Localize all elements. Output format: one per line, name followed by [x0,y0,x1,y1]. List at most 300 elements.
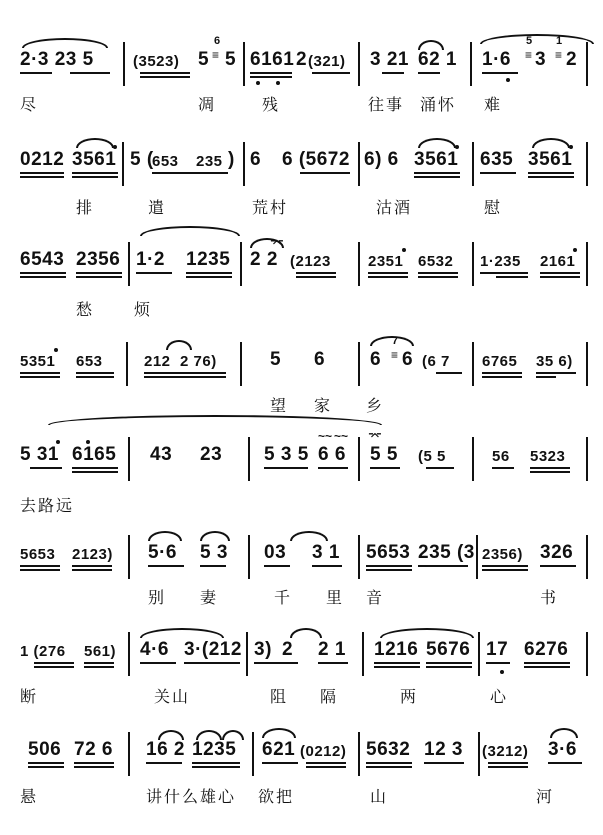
bar-line [128,732,130,776]
underline [436,372,462,374]
underline [72,565,112,567]
fermata-mark: ⌤ [368,429,382,443]
grace-note: 7 [392,335,399,347]
bar-line [358,437,360,481]
underline [424,762,464,764]
lyric: 往事 [368,95,405,114]
underline [418,272,458,274]
bar-line [586,632,588,676]
octave-dot-high [573,248,577,252]
underline [72,471,118,473]
tie-arc [200,531,230,541]
note-group: 5 3 5 [264,444,309,465]
bar-line [478,732,480,776]
bar-line [246,632,248,676]
note-group: 5 ( [130,149,154,170]
underline [548,762,582,764]
underline [20,272,66,274]
note-group: 2161 [540,253,576,270]
note-group: 72 6 [74,739,113,760]
underline [20,569,60,571]
tie-arc [148,531,182,541]
underline [192,762,240,764]
bar-line [240,242,242,286]
note-group: 1·235 [480,253,521,270]
underline [20,72,52,74]
underline [140,662,176,664]
bar-line [472,242,474,286]
note-group: 6161 [250,49,295,70]
lyric: 悬 [20,787,39,806]
underline [368,276,408,278]
lyric: 讲什么雄心 [146,787,237,806]
bar-line [472,437,474,481]
note: 6 [314,349,326,370]
underline [20,376,60,378]
underline [426,467,454,469]
lyric: 山 [370,787,389,806]
fermata-mark: ⌤ [270,236,284,250]
note: 3 [535,49,547,70]
note: 5 [225,49,237,70]
note-group: 35 6) [536,353,573,370]
underline [74,762,114,764]
lyric: 烦 [134,300,153,319]
underline [318,662,348,664]
underline [72,569,112,571]
note-group: 2351 [368,253,404,270]
tie-arc [418,40,444,50]
underline [524,662,570,664]
note-group: 5·6 [148,542,177,563]
glide-mark: ≡ [555,48,563,62]
note-group: (321) [308,53,346,70]
underline [186,276,232,278]
note-group: 621 [262,739,296,760]
underline [374,662,420,664]
underline [20,565,60,567]
lyric: 里 [326,588,345,607]
underline [480,172,516,174]
note-group [20,50,94,70]
lyric: 别 [148,588,167,607]
bar-line [358,242,360,286]
tie-arc [480,34,594,44]
octave-dot-high [402,248,406,252]
underline [28,762,64,764]
bar-line [252,732,254,776]
underline [524,666,570,668]
bar-line [358,732,360,776]
note-group: 1235 [186,249,231,270]
note-group: (0212) [300,743,347,760]
bar-line [476,535,478,579]
note-group: 12 3 [424,739,463,760]
note-group: 6532 [418,253,454,270]
underline [30,467,62,469]
underline [482,376,522,378]
lyric: 遣 [148,198,167,217]
lyric: 音 [366,588,385,607]
note-group: 6 (5672 [282,149,350,170]
underline [28,766,64,768]
note-group: 1216 [374,639,419,660]
note-group: 6165 [72,444,117,465]
bar-line [472,342,474,386]
underline [136,272,172,274]
tie-arc [76,138,114,148]
note-group: 5 3 [200,542,228,563]
bar-line [470,42,472,86]
note: 6 [250,149,262,170]
note-group: 635 [480,149,514,170]
tie-arc [290,628,322,638]
note: ) [228,149,235,170]
lyric: 残 [262,95,281,114]
underline [414,172,460,174]
lyric: 家 [314,396,333,415]
underline [540,272,580,274]
lyric: 心 [490,687,509,706]
note: 2 [566,49,578,70]
bar-line [243,42,245,86]
note-group: (5 5 [418,448,446,465]
note-group: 653 [76,353,103,370]
underline [250,72,292,74]
underline [34,666,74,668]
tie-arc [262,728,296,738]
glide-mark: ≡ [391,348,399,362]
underline [492,467,514,469]
underline [312,72,350,74]
bar-line [586,535,588,579]
lyric: 望 [270,396,289,415]
lyric: 两 [400,687,419,706]
note-group: 2 76) [180,353,217,370]
underline [482,372,522,374]
tie-arc [532,138,570,148]
note-group: 561) [84,643,117,660]
note-group: 5632 [366,739,411,760]
underline [318,467,348,469]
underline [84,662,114,664]
note-group: 2 2 [250,249,278,270]
bar-line [248,535,250,579]
lyric: 妻 [200,588,219,607]
bar-line [472,142,474,186]
octave-dot-low [500,670,504,674]
note-group: 1235 [192,739,237,760]
underline [296,276,336,278]
underline [148,565,184,567]
lyric: 排 [76,198,95,217]
underline [540,276,580,278]
underline [312,565,342,567]
lyric: 荒村 [252,198,289,217]
underline [488,762,528,764]
note-group: 5653 [366,542,411,563]
underline [480,272,528,274]
tie-arc [290,531,328,541]
lyric: 难 [484,95,503,114]
underline [366,565,412,567]
note-group: 56 [492,448,510,465]
bar-line [586,142,588,186]
lyric: 凋 [198,95,217,114]
tie-arc [140,628,224,638]
note-group: 3·6 [548,739,577,760]
bar-line [358,42,360,86]
note-group: (2123 [290,253,331,270]
lyric: 去路远 [20,496,75,515]
bar-line [128,632,130,676]
lyric: 慰 [484,198,503,217]
underline [530,467,570,469]
underline [482,565,528,567]
underline [74,766,114,768]
note-group: 3561 [414,149,459,170]
underline [418,72,440,74]
underline [414,176,460,178]
underline [250,76,292,78]
note-group: 212 [144,353,171,370]
glide-mark: ≡ [525,48,533,62]
note-group: 3 21 [370,49,409,70]
underline [146,762,182,764]
tie-arc [550,728,578,738]
note-group: 2356) [482,546,523,563]
note: 2 [296,49,308,70]
note-group: (3523) [133,53,180,70]
underline [70,72,110,74]
underline [152,172,228,174]
underline [76,276,122,278]
note: 6 [370,349,382,370]
note-group: 235 [196,153,223,170]
underline [528,176,574,178]
underline [72,176,118,178]
underline [72,172,118,174]
lyric: 书 [540,588,559,607]
bar-line [248,437,250,481]
underline [144,372,226,374]
underline [366,569,412,571]
underline [34,662,74,664]
lyric: 关山 [154,687,191,706]
underline [20,176,64,178]
note-group: 6765 [482,353,518,370]
note-group: 17 [486,639,509,660]
underline [496,276,528,278]
note-group: 1·2 [136,249,165,270]
note-group: 3) [254,639,272,660]
lyric: 涌怀 [420,95,457,114]
underline [530,471,570,473]
note-group: 506 [28,739,62,760]
underline [306,766,346,768]
note-group: 5676 [426,639,471,660]
underline [426,662,472,664]
octave-dot-low [506,78,510,82]
note-group: 16 2 [146,739,185,760]
bar-line [586,42,588,86]
underline [306,762,346,764]
underline [20,276,66,278]
underline [488,766,528,768]
bar-line [123,42,125,86]
glide-mark: ≡ [212,48,220,62]
note-group: 3 1 [312,542,340,563]
tie-arc [140,226,240,236]
trill-mark: ~~ [318,429,333,443]
underline [366,762,412,764]
underline [482,72,518,74]
bar-line [358,535,360,579]
underline [76,376,114,378]
bar-line [358,342,360,386]
note-group: 6) 6 [364,149,399,170]
bar-line [586,437,588,481]
underline [540,565,576,567]
note-group: (6 7 [422,353,450,370]
underline [536,372,576,374]
underline [482,569,528,571]
note-group: 03 [264,542,287,563]
underline [20,172,64,174]
underline [296,272,336,274]
underline [254,662,298,664]
bar-line [478,632,480,676]
grace-note: 6 [214,35,221,47]
underline [262,762,298,764]
note-group: 3561 [528,149,573,170]
note-group: 3·(212 [184,639,242,660]
underline [418,276,458,278]
note-group: 5653 [20,546,56,563]
bar-line [243,142,245,186]
underline [144,376,226,378]
note-group: 6 6 [318,444,346,465]
octave-dot-high [54,348,58,352]
bar-line [358,142,360,186]
lyric: 河 [536,787,555,806]
note: 5 [270,349,282,370]
octave-dot-high [56,440,60,444]
note-group: 6543 [20,249,65,270]
underline [76,372,114,374]
underline [140,76,190,78]
note-group: 326 [540,542,574,563]
note-group: 2123) [72,546,113,563]
bar-line [362,632,364,676]
note: 23 [200,444,223,465]
note-group: (3212) [482,743,529,760]
note: 5 [198,49,210,70]
bar-line [126,342,128,386]
underline [382,72,404,74]
bar-line [128,535,130,579]
note-group: 62 1 [418,49,457,70]
note-group: 5351 [20,353,56,370]
grace-note: 1 [556,35,563,47]
note: 2 [282,639,294,660]
bar-line [128,437,130,481]
lyric: 阻 [270,687,289,706]
note-text: 2·3 23 5 [20,49,94,70]
underline [264,565,290,567]
lyric: 尽 [20,95,39,114]
underline [486,662,510,664]
note-group: 6276 [524,639,569,660]
tie-arc [48,415,382,425]
underline [374,666,420,668]
octave-dot-low [276,81,280,85]
note-group: 653 [152,153,179,170]
octave-dot-high [113,145,117,149]
underline [366,766,412,768]
note-group: 235 (3 [418,542,475,563]
note-group: 2 1 [318,639,346,660]
grace-note: 5 [526,35,533,47]
lyric: 乡 [366,396,385,415]
octave-dot-high [86,440,90,444]
bar-line [586,242,588,286]
lyric: 隔 [320,687,339,706]
lyric: 断 [20,687,39,706]
underline [184,662,240,664]
note-group: 1·6 [482,49,511,70]
underline [72,467,118,469]
note: 43 [150,444,173,465]
octave-dot-low [256,81,260,85]
bar-line [240,342,242,386]
note-group: 5 31 [20,444,59,465]
trill-mark: ~~ [334,429,349,443]
lyric: 愁 [76,300,95,319]
bar-line [122,142,124,186]
tie-arc [22,38,108,48]
underline [264,467,308,469]
tie-arc [166,340,192,350]
lyric: 沽酒 [376,198,413,217]
underline [426,666,472,668]
underline [186,272,232,274]
underline [140,72,190,74]
lyric: 千 [274,588,293,607]
note-group: 2356 [76,249,121,270]
underline [200,565,226,567]
tie-arc [380,628,474,638]
bar-line [586,342,588,386]
underline [418,565,468,567]
bar-line [128,242,130,286]
note-group: 0212 [20,149,65,170]
underline [370,467,400,469]
underline [528,172,574,174]
note-group: 5323 [530,448,566,465]
underline [300,172,350,174]
underline [368,272,408,274]
note-group: 1 (276 [20,643,66,660]
underline [20,372,60,374]
note-group: 3561 [72,149,117,170]
note-group: 4·6 [140,639,169,660]
underline [76,272,122,274]
note-group: 5 5 [370,444,398,465]
underline [536,376,556,378]
octave-dot-high [455,145,459,149]
lyric: 欲把 [258,787,295,806]
